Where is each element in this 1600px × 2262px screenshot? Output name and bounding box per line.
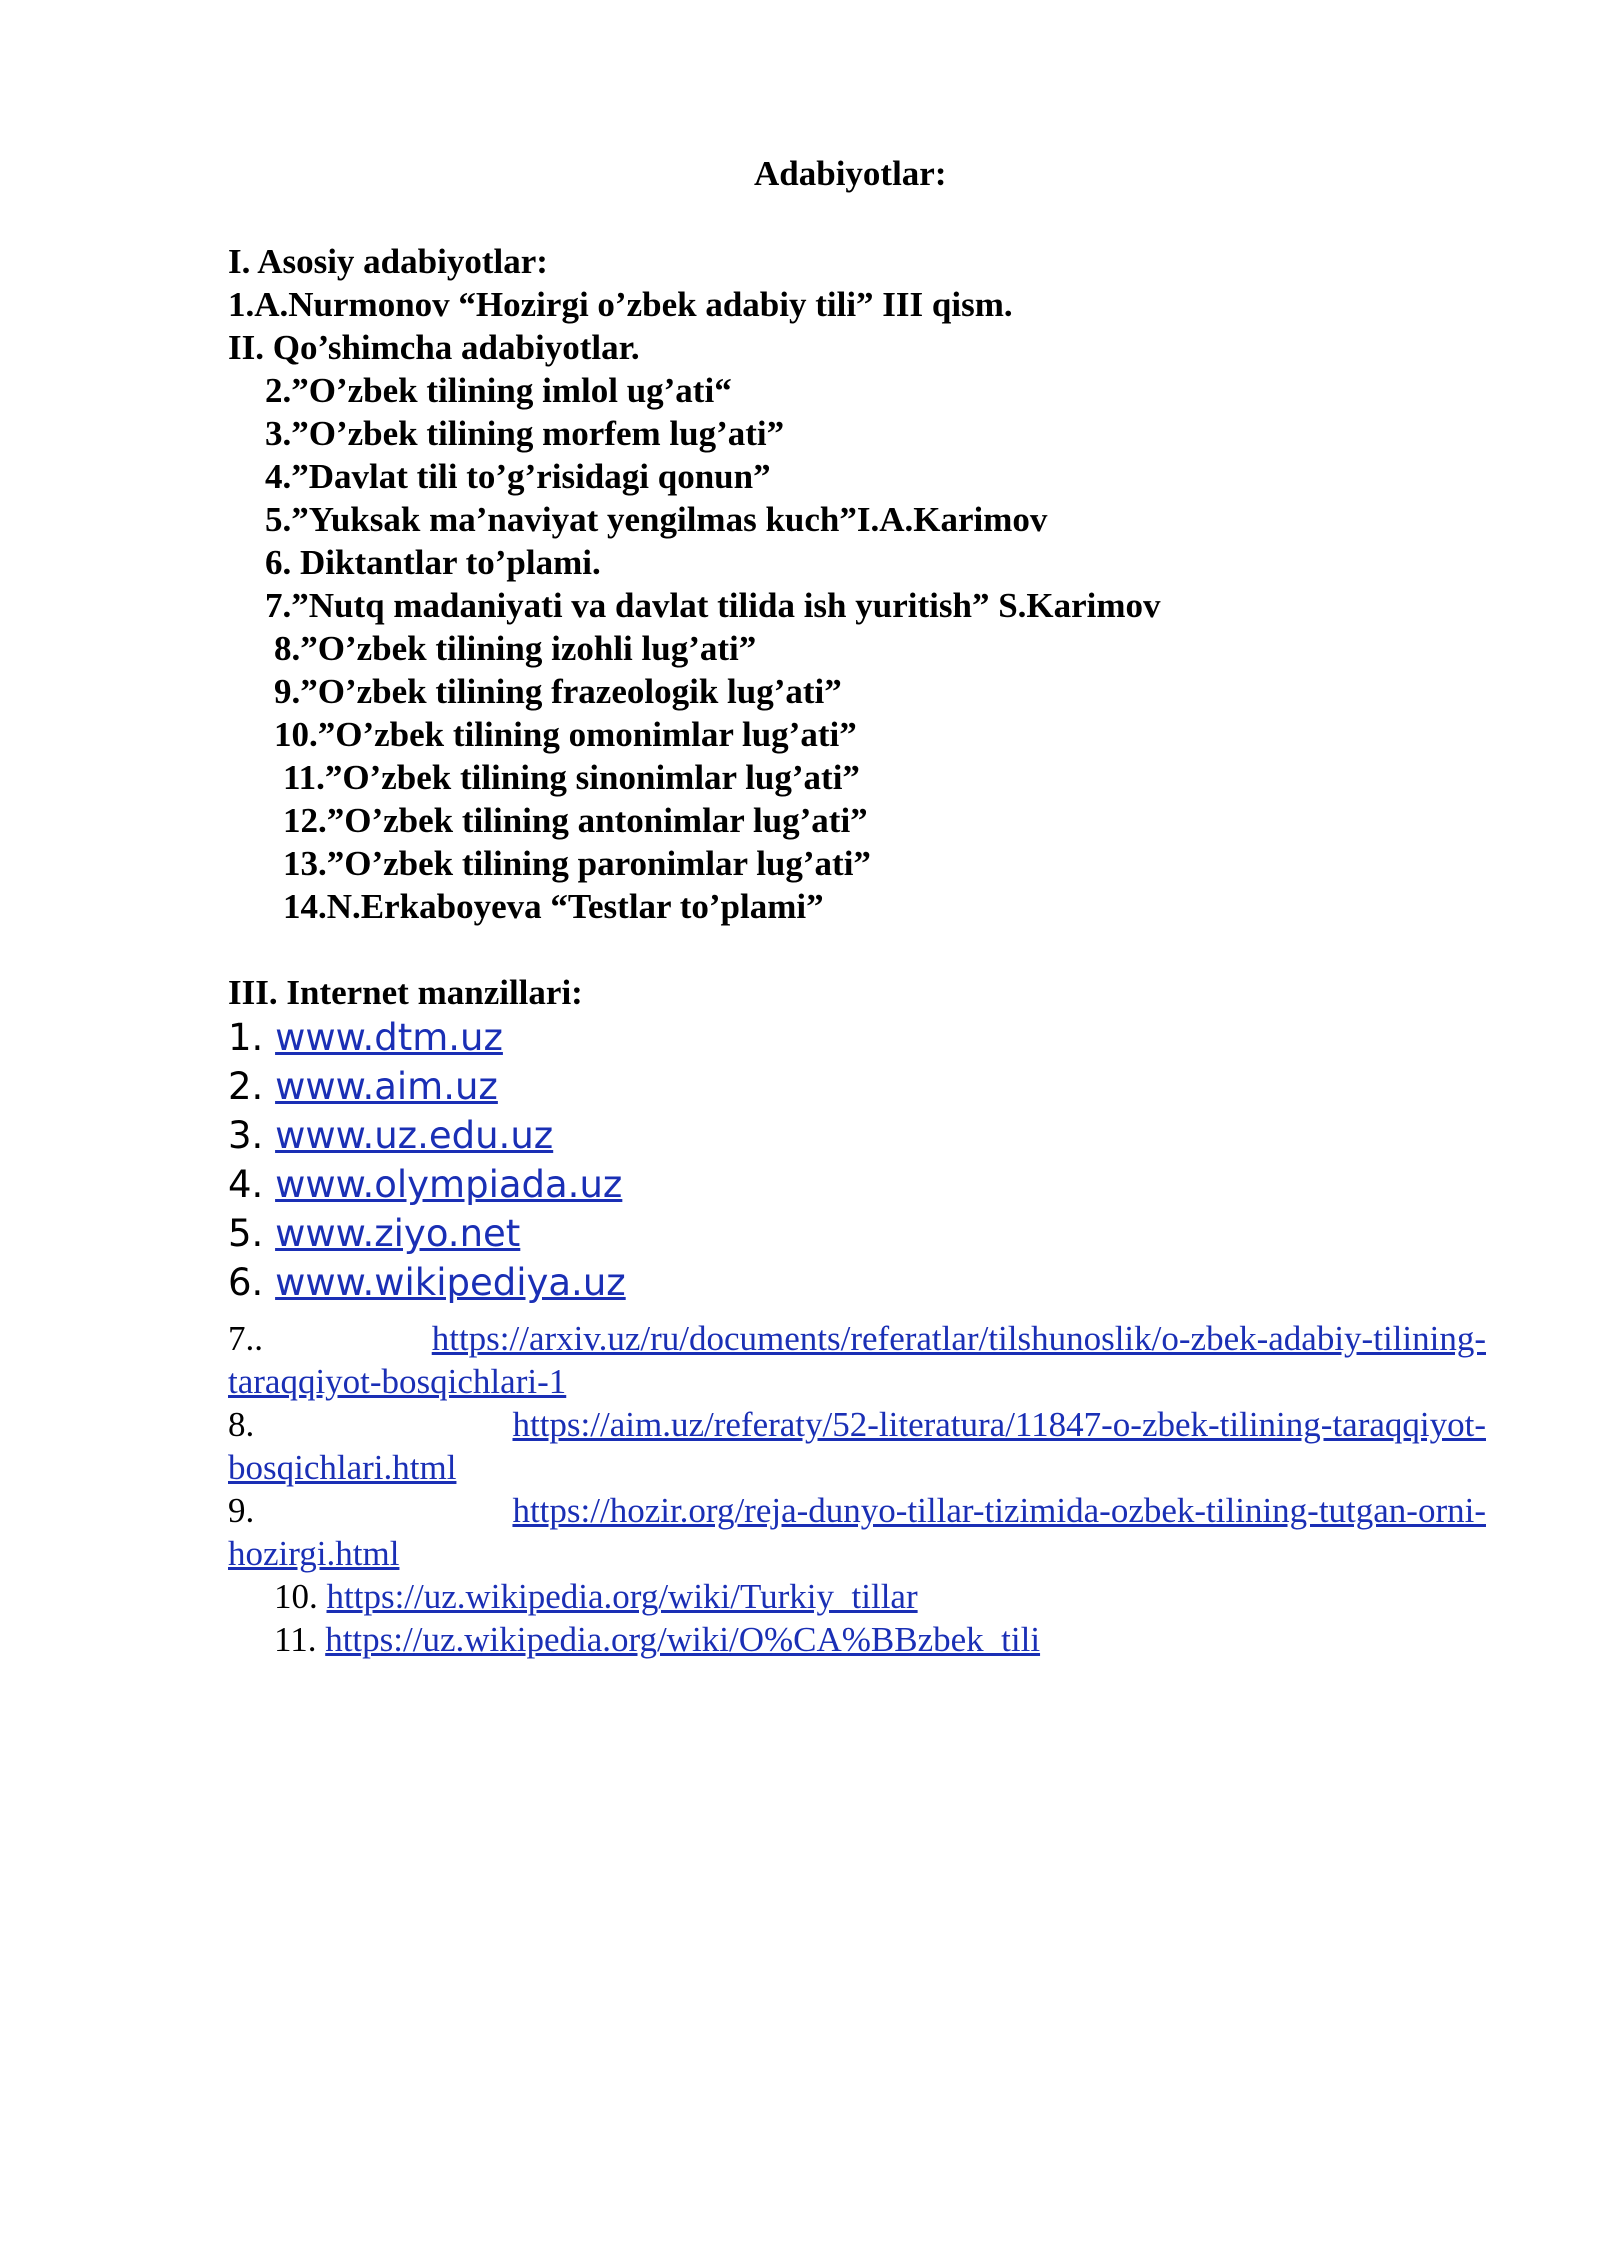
reference-item: 14.N.Erkaboyeva “Testlar to’plami” (283, 887, 824, 926)
reference-item: 11.”O’zbek tilining sinonimlar lug’ati” (283, 758, 860, 797)
reference-item: 3.”O’zbek tilining morfem lug’ati” (265, 414, 785, 453)
website-link[interactable]: www.aim.uz (275, 1065, 498, 1108)
link-row (274, 1618, 1040, 1661)
link-row (228, 1210, 520, 1258)
link-number: 10. (274, 1577, 327, 1616)
website-link[interactable]: www.olympiada.uz (275, 1163, 623, 1206)
link-row-continuation (228, 1446, 456, 1489)
link-number: 6. (228, 1261, 276, 1304)
website-link[interactable]: bosqichlari.html (228, 1448, 457, 1487)
website-link[interactable]: hozirgi.html (228, 1534, 400, 1573)
link-row (228, 1489, 1486, 1532)
website-link[interactable]: www.uz.edu.uz (275, 1114, 554, 1157)
website-link[interactable]: https://hozir.org/reja-dunyo-tillar-tizimida-ozbek-tilining-tutgan-orni- (512, 1491, 1486, 1530)
link-row (228, 1112, 553, 1160)
website-link[interactable]: https://arxiv.uz/ru/documents/referatlar/tilshunoslik/o-zbek-adabiy-tilining- (431, 1319, 1486, 1358)
link-row-continuation (228, 1360, 566, 1403)
reference-item: 7.”Nutq madaniyati va davlat tilida ish yuritish” S.Karimov (265, 586, 1161, 625)
link-number: 11. (274, 1620, 326, 1659)
section-heading-additional: II. Qo’shimcha adabiyotlar. (228, 328, 640, 367)
website-link[interactable]: www.wikipediya.uz (275, 1261, 626, 1304)
website-link[interactable]: www.ziyo.net (275, 1212, 521, 1255)
link-number: 3. (228, 1114, 276, 1157)
link-row (228, 1317, 1486, 1360)
link-number: 4. (228, 1163, 276, 1206)
link-row (228, 1161, 622, 1209)
link-row-continuation (228, 1532, 399, 1575)
link-row (228, 1014, 503, 1062)
reference-item: 1.A.Nurmonov “Hozirgi o’zbek adabiy tili” III qism. (228, 285, 1013, 324)
reference-item: 9.”O’zbek tilining frazeologik lug’ati” (274, 672, 842, 711)
reference-item: 13.”O’zbek tilining paronimlar lug’ati” (283, 844, 871, 883)
link-number: 2. (228, 1065, 276, 1108)
link-row (228, 1403, 1486, 1446)
website-link[interactable]: https://aim.uz/referaty/52-literatura/11847-o-zbek-tilining-taraqqiyot- (512, 1405, 1486, 1444)
link-number: 5. (228, 1212, 276, 1255)
page-title: Adabiyotlar: (754, 154, 947, 193)
website-link[interactable]: https://uz.wikipedia.org/wiki/Turkiy_tillar (326, 1577, 918, 1616)
section-heading-internet: III. Internet manzillari: (228, 973, 583, 1012)
reference-item: 12.”O’zbek tilining antonimlar lug’ati” (283, 801, 868, 840)
reference-item: 6. Diktantlar to’plami. (265, 543, 601, 582)
link-number: 1. (228, 1016, 276, 1059)
reference-item: 5.”Yuksak ma’naviyat yengilmas kuch”I.A.Karimov (265, 500, 1048, 539)
link-row (228, 1063, 498, 1111)
link-row (274, 1575, 918, 1618)
link-row (228, 1259, 626, 1307)
reference-item: 4.”Davlat tili to’g’risidagi qonun” (265, 457, 771, 496)
link-number: 9. (228, 1491, 255, 1530)
website-link[interactable]: taraqqiyot-bosqichlari-1 (228, 1362, 567, 1401)
link-number: 7.. (228, 1319, 263, 1358)
reference-item: 10.”O’zbek tilining omonimlar lug’ati” (274, 715, 857, 754)
reference-item: 8.”O’zbek tilining izohli lug’ati” (274, 629, 757, 668)
link-number: 8. (228, 1405, 255, 1444)
section-heading-main: I. Asosiy adabiyotlar: (228, 242, 548, 281)
website-link[interactable]: https://uz.wikipedia.org/wiki/O%CA%BBzbek_tili (325, 1620, 1041, 1659)
reference-item: 2.”O’zbek tilining imlol ug’ati“ (265, 371, 732, 410)
website-link[interactable]: www.dtm.uz (275, 1016, 503, 1059)
